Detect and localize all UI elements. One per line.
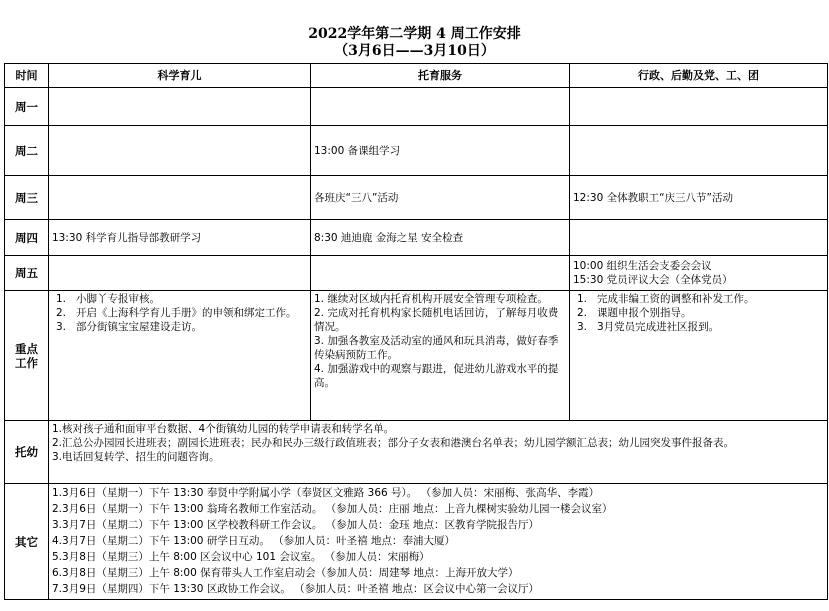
day-label: 周二 [5,126,49,176]
list-item [573,306,824,320]
row-nursery [5,421,828,484]
cell-admin: 12:30 全体教职工“庆三八节”活动 [570,176,828,220]
cell-childcare [311,88,570,126]
list-item: 3. 加强各教室及活动室的通风和玩具消毒，做好春季传染病预防工作。 [314,335,559,361]
list-item-text: 开启《上海科学育儿手册》的申领和绑定工作。 [76,307,297,319]
list-item: 1. 继续对区域内托育机构开展安全管理专项检查。 [314,293,548,305]
header-time: 时间 [5,64,49,88]
list-item: 1.3月6日（星期一）下午 13:30 奉贤中学附属小学（奉贤区文雅路 366 号）。 （参加人员：宋丽梅、张高华、李霞） [52,487,600,499]
list-item: 2. 完成对托育机构家长随机电话回访，了解每月收费情况。 [314,307,559,333]
row-fri [5,256,828,291]
list-item-text: 完成非编工资的调整和补发工作。 [597,293,755,305]
list-item: 4.3月7日（星期二）下午 13:00 研学日互动。 （参加人员：叶圣禧 地点：奉浦大厦） [52,535,455,547]
header-row [5,64,828,88]
header-science: 科学育儿 [49,64,311,88]
cell-admin [570,126,828,176]
list-item-text: 3月党员完成进社区报到。 [597,321,720,333]
cell-admin [570,291,828,421]
nursery-list [52,422,824,464]
cell-admin [570,220,828,256]
cell-science [49,291,311,421]
cell-childcare: 各班庆“三八”活动 [311,176,570,220]
list-item-number: 1. [577,293,588,305]
list-item-number: 1. [56,293,67,305]
list-item-text: 部分街镇宝宝屋建设走访。 [76,321,202,333]
list-item [573,292,824,306]
schedule-table [4,63,828,600]
cell-childcare: 13:00 备课组学习 [311,126,570,176]
list-item [52,292,307,306]
cell-nursery [49,421,828,484]
cell-childcare [311,256,570,291]
cell-science: 13:30 科学育儿指导部教研学习 [49,220,311,256]
list-item [52,320,307,334]
list-item: 1.核对孩子通和面审平台数据、4个街镇幼儿园的转学申请表和转学名单。 [52,423,395,435]
list-item-number: 3. [577,321,588,333]
list-item-number: 2. [577,307,588,319]
list-item: 7.3月9日（星期四）下午 13:30 区政协工作会议。 （参加人员：叶圣禧 地点：区会议中心第一会议厅） [52,583,539,595]
key-work-label: 重点工作 [5,291,49,421]
day-label: 周五 [5,256,49,291]
list-item-number: 2. [56,307,67,319]
row-tue [5,126,828,176]
cell-admin [570,88,828,126]
list-item: 5.3月8日（星期三）上午 8:00 区会议中心 101 会议室。 （参加人员：宋丽梅） [52,551,430,563]
cell-science [49,88,311,126]
list-item-number: 3. [56,321,67,333]
page-subtitle: （3月6日——3月10日） [334,43,495,59]
nursery-label: 托幼 [5,421,49,484]
row-mon [5,88,828,126]
list-item: 2.3月6日（星期一）下午 13:00 翁琦名教师工作室活动。 （参加人员：庄丽 地点：上音九棵树实验幼儿园一楼会议室） [52,503,613,515]
key-work-childcare-list [314,292,566,390]
cell-childcare: 8:30 迪迪鹿 金海之星 安全检查 [311,220,570,256]
day-label: 周四 [5,220,49,256]
day-label: 周一 [5,88,49,126]
list-item [573,320,824,334]
other-label: 其它 [5,484,49,600]
other-list [52,485,824,597]
cell-admin [570,256,828,291]
key-work-science-list [52,292,307,334]
header-childcare: 托育服务 [311,64,570,88]
cell-science [49,126,311,176]
cell-science [49,256,311,291]
page-title: 2022学年第二学期 4 周工作安排 [308,26,521,42]
admin-item: 15:30 党员评议大会（全体党员） [573,274,733,286]
row-other [5,484,828,600]
row-thu [5,220,828,256]
list-item: 6.3月8日（星期三）上午 8:00 保育带头人工作室启动会（参加人员：周建琴 地点：上海开放大学） [52,567,519,579]
cell-science [49,176,311,220]
list-item: 4. 加强游戏中的观察与跟进，促进幼儿游戏水平的提高。 [314,363,559,389]
cell-childcare [311,291,570,421]
day-label: 周三 [5,176,49,220]
row-wed [5,176,828,220]
cell-other [49,484,828,600]
list-item-text: 小脚丫专报审核。 [76,293,160,305]
header-admin: 行政、后勤及党、工、团 [570,64,828,88]
list-item: 3.电话回复转学、招生的问题咨询。 [52,451,220,463]
admin-item: 10:00 组织生活会支委会会议 [573,260,712,272]
list-item: 3.3月7日（星期二）下午 13:00 区学校教科研工作会议。 （参加人员：金珏 地点：区教育学院报告厅） [52,519,539,531]
row-key-work [5,291,828,421]
key-work-admin-list [573,292,824,334]
list-item-text: 课题申报个别指导。 [597,307,692,319]
list-item: 2.汇总公办园园长进班表；副园长进班表；民办和民办三级行政值班表；部分子女表和港澳台名单表；幼儿园学额汇总表；幼儿园突发事件报备表。 [52,437,735,449]
list-item [52,306,307,320]
